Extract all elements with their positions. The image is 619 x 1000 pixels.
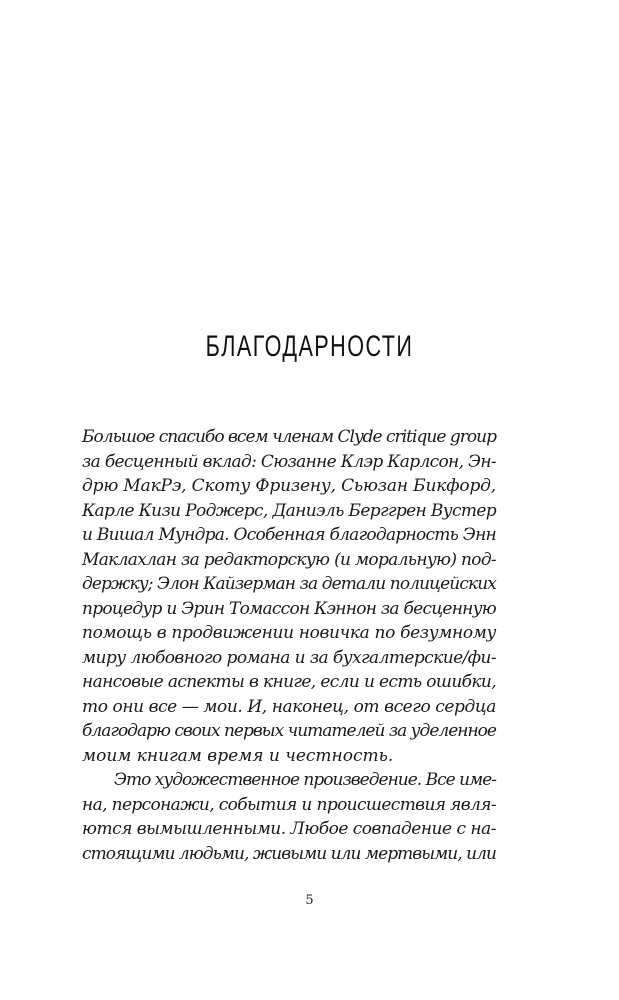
page-number: 5 bbox=[305, 893, 314, 908]
paragraph-1 bbox=[82, 425, 496, 768]
text-line: ются вымышленными. Любое совпадение с на- bbox=[82, 819, 496, 839]
text-line: нансовые аспекты в книге, если и есть ошибки, bbox=[82, 672, 496, 692]
text-line: и Вишал Мундра. Особенная благодарность Энн bbox=[82, 525, 496, 545]
text-line: дрю МакРэ, Скоту Фризену, Сьюзан Бикфорд, bbox=[82, 476, 496, 496]
text-line: на, персонажи, события и происшествия явля- bbox=[82, 794, 496, 815]
text-line: то они все — мои. И, наконец, от всего сердца bbox=[82, 696, 496, 717]
page-title: БЛАГОДАРНОСТИ bbox=[205, 330, 414, 363]
text-line: стоящими людьми, живыми или мертвыми, или bbox=[82, 843, 496, 864]
text-line: Карле Кизи Роджерс, Даниэль Берггрен Вустер bbox=[82, 500, 496, 521]
text-line: процедур и Эрин Томассон Кэннон за бесценную bbox=[82, 598, 496, 619]
text-line: держку; Элон Кайзерман за детали полицейских bbox=[82, 574, 496, 594]
acknowledgements-text bbox=[82, 425, 496, 866]
paragraph-2 bbox=[82, 768, 496, 866]
text-line: Это художественное произведение. Все име- bbox=[114, 770, 496, 790]
text-line: помощь в продвижении новичка по безумному bbox=[82, 623, 496, 643]
text-line: миру любовного романа и за бухгалтерские/фи- bbox=[82, 647, 496, 668]
text-line: Большое спасибо всем членам Clyde critique group bbox=[82, 427, 496, 447]
text-line: моим книгам время и честность. bbox=[82, 745, 394, 766]
text-line: за бесценный вклад: Сюзанне Клэр Карлсон, Эн- bbox=[82, 451, 496, 472]
text-line: благодарю своих первых читателей за уделенное bbox=[82, 721, 496, 741]
text-line: Маклахлан за редакторскую (и моральную) под- bbox=[82, 549, 496, 570]
